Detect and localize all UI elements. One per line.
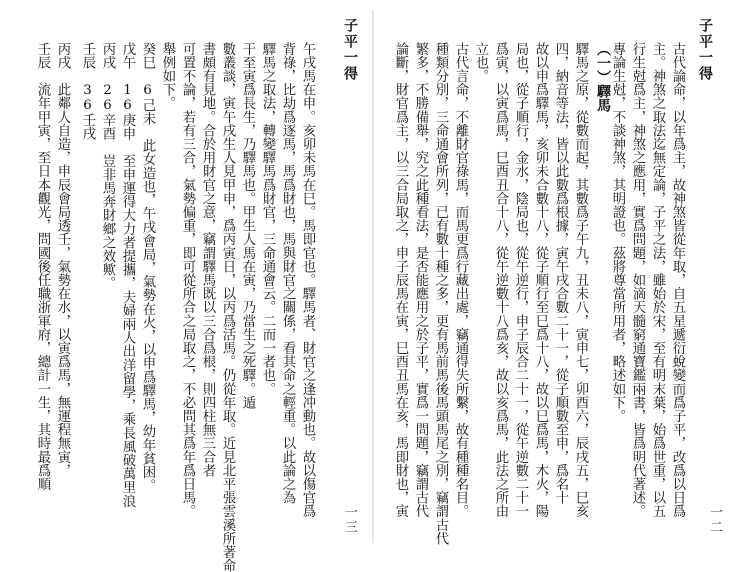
text-column: 可置不論，若有三合，氣勢偏重，即可從所合之局取之，不必問其爲年爲日馬。	[180, 42, 195, 518]
text-column: 壬辰 流年甲寅，至日本觀光，問國後任職浙軍府，總計一生，其時最爲順	[35, 42, 50, 491]
text-column: 背祿，比劫爲逐馬，馬爲財也，馬與財官之關係，看其命之輕重。以此論之為	[280, 42, 295, 505]
text-column: 干至寅爲長生，乃驛馬也。甲生人馬在寅，乃當生之死驛。遁	[240, 42, 255, 410]
book-spine	[372, 10, 374, 543]
text-column: 局也，從子順行，金水，陰局也，從午逆行，申子辰合二十一，從午逆數二十一	[513, 42, 528, 518]
text-column: 繁多，不勝備舉，究之此種看法，是否能應用之於子平，實爲一問題，竊謂古代	[413, 42, 428, 518]
text-column: 爲寅，以寅爲馬，巳酉丑合十八，從午逆數十八爲亥，故以亥爲馬，此法之所由	[493, 42, 508, 518]
text-column: 種類分別，三命通會所列，已有數十種之多，更有馬前馬後馬頭馬尾之別，竊謂古代	[433, 42, 448, 546]
text-column: 古代言命，不離財官祿馬，而馬更爲行藏出處，竊通得失所繫，故有種種名目。	[453, 42, 468, 518]
text-column: 舉例如下。	[160, 42, 175, 110]
left-page-number: 一三	[342, 505, 357, 535]
text-column: 驛馬之原，從數而起，其數爲子午九，丑未八，寅申七，卯酉六，辰戌五，巳亥	[573, 42, 588, 518]
section-heading: （一）驛馬	[595, 42, 611, 112]
text-column: 書頗有見地。合於用財官之意，竊謂驛馬既以三合爲根，則四柱無三合者	[200, 42, 215, 478]
text-column: 主。神煞之取法迄無定論，子平之法，雖始於宋，至有明末葉，始爲世重，以五	[650, 42, 665, 518]
text-column: 丙戌 此鄰人自造，申辰會局透壬，氣勢在水，以寅爲馬，無運程無寅，	[55, 42, 70, 478]
text-column: 午戌馬在申。亥卯未馬在巳。馬即官也。驛馬者、財官之逢冲動也。故以傷官爲	[300, 42, 315, 518]
text-column: 專論生尅，不談神煞，其明證也。茲將尊當所用者，略述如下。	[610, 42, 625, 423]
text-column: 古代論命，以年爲主，故神煞皆從年取，自五星遞衍蛻變而爲子平，改爲以日爲	[670, 42, 685, 518]
text-column: 四，納音等法，皆以此數爲根據，寅午戌合數二十一，從子順數至申，爲名十	[553, 42, 568, 505]
text-column: 驛馬之取法，轉變驛馬爲財官，三命通會云。二而一者也。	[260, 42, 275, 396]
text-column: 行生尅爲主，神煞之應用，實爲問題，如滴天髓窮通寶鑑兩書，皆爲明代著述。	[630, 42, 645, 518]
right-page-header: 子平一得	[697, 18, 713, 82]
right-page-number: 一二	[707, 505, 722, 535]
text-column: 壬辰 36壬戌	[80, 42, 95, 141]
text-column: 數叢談，寅午戌生人見甲申，爲丙寅日，以丙爲活馬。仍從年取。近見北平張雲溪所著命	[220, 42, 235, 572]
text-column: 論斷，財官爲主，以三合局取之，申子辰馬在寅，巳酉丑馬在亥，馬即財也，寅	[393, 42, 408, 518]
text-column: 丙戌 26辛酉 豈非馬奔財鄉之效歟。	[100, 42, 115, 290]
text-column: 立也。	[473, 42, 488, 83]
text-column: 故以申爲驛馬，亥卯未合數十八，從子順行至巳爲十八，故以巳爲馬，木火，陽	[533, 42, 548, 518]
text-column: 癸巳 6己未 此女造也，午戌會局，氣勢在火，以申爲驛馬，幼年貧困。	[140, 42, 155, 493]
right-page	[375, 0, 750, 553]
left-page-header: 子平一得	[342, 18, 358, 82]
text-column: 戊午 16庚申 至申運得大力者提攜，夫婦兩人出洋留學，乘長風破萬里浪	[120, 42, 135, 508]
